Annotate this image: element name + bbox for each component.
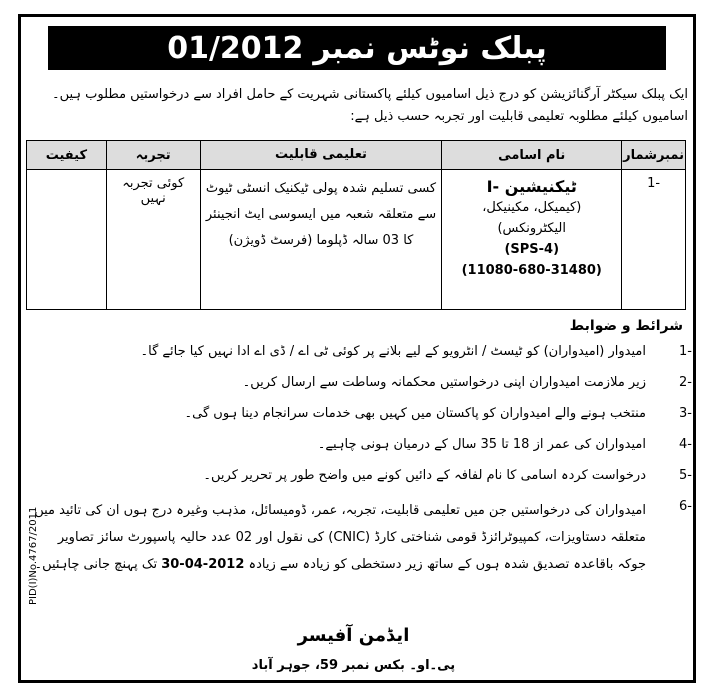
intro-paragraph: ایک پبلک سیکٹر آرگنائزیشن کو درج ذیل اسامیوں کیلئے پاکستانی شہریت کے حامل افراد سے درخواستیں مطلوب ہیں۔ اسامیوں کیلئے مطلوبہ تعلیمی قابلیت اور تجربہ حسب ذیل ہے:: [51, 87, 688, 124]
conditions-heading: شرائط و ضوابط: [569, 318, 683, 334]
post-fields: (کیمیکل، مکینیکل، الیکٹرونکس): [482, 200, 582, 236]
signature-title: ایڈمن آفیسر: [297, 625, 410, 646]
signature-address: پی۔او۔ بکس نمبر 59، جوہر آباد: [251, 658, 456, 673]
cell-post: [442, 170, 622, 310]
notice-banner: [48, 26, 666, 70]
post-title: ٹیکنیشین -I: [486, 177, 577, 196]
post-pay: (11080-680-31480): [461, 263, 602, 278]
header-education: تعلیمی قابلیت: [200, 141, 442, 170]
post-scale: (SPS-4): [504, 242, 560, 257]
pid-number: PID(I)No.4767/2011: [28, 506, 39, 605]
cell-remarks: [27, 170, 107, 310]
list-item: 5- درخواست کردہ اسامی کا نام لفافہ کے دائیں کونے میں واضح طور پر تحریر کریں۔: [203, 468, 692, 483]
header-post: نام اسامی: [442, 141, 622, 170]
banner-title: پبلک نوٹس نمبر: [313, 30, 547, 66]
banner-number: 01/2012: [167, 30, 304, 66]
header-remarks: کیفیت: [27, 141, 107, 170]
table-header-row: [27, 141, 686, 170]
posts-table: [26, 140, 686, 310]
list-item: 3- منتخب ہونے والے امیدواران کو پاکستان میں کہیں بھی خدمات سرانجام دینا ہوں گی۔: [184, 406, 692, 421]
deadline-date: 30-04-2012: [161, 557, 245, 572]
list-item: 6- امیدواران کی درخواستیں جن میں تعلیمی قابلیت، تجربہ، عمر، ڈومیسائل، مذہب وغیرہ درج ہوں ان کی تائید میں متعلقہ دستاویزات، کمپیوٹرائزڈ قومی شناختی کارڈ (CNIC) کی نقول اور 02 عدد حالیہ پاسپورٹ سائز تصاویر جوکہ باقاعدہ تصدیق شدہ ہوں کے ساتھ زیر دستخطی کو زیادہ سے زیادہ 30-04-2012 تک پہنچ جانی چاہئیں۔: [34, 499, 692, 572]
list-item: 1- امیدوار (امیدواران) کو ٹیسٹ / انٹرویو کے لیے بلانے پر کوئی ٹی اے / ڈی اے ادا نہیں کیا جائے گا۔: [140, 344, 692, 359]
header-experience: تجربہ: [106, 141, 200, 170]
cell-experience: کوئی تجربہ نہیں: [106, 170, 200, 310]
cell-serial: 1-: [622, 170, 686, 310]
cell-education: کسی تسلیم شدہ پولی ٹیکنیک انسٹی ٹیوٹ سے متعلقہ شعبہ میں ایسوسی ایٹ انجینئر کا 03 سالہ ڈپلوما (فرسٹ ڈویژن): [200, 170, 442, 310]
table-row: [27, 170, 686, 310]
header-serial: نمبرشمار: [622, 141, 686, 170]
list-item: 2- زیر ملازمت امیدواران اپنی درخواستیں محکمانہ وساطت سے ارسال کریں۔: [242, 375, 692, 390]
conditions-list: [28, 342, 692, 589]
list-item: 4- امیدواران کی عمر از 18 تا 35 سال کے درمیان ہونی چاہیے۔: [317, 437, 692, 452]
